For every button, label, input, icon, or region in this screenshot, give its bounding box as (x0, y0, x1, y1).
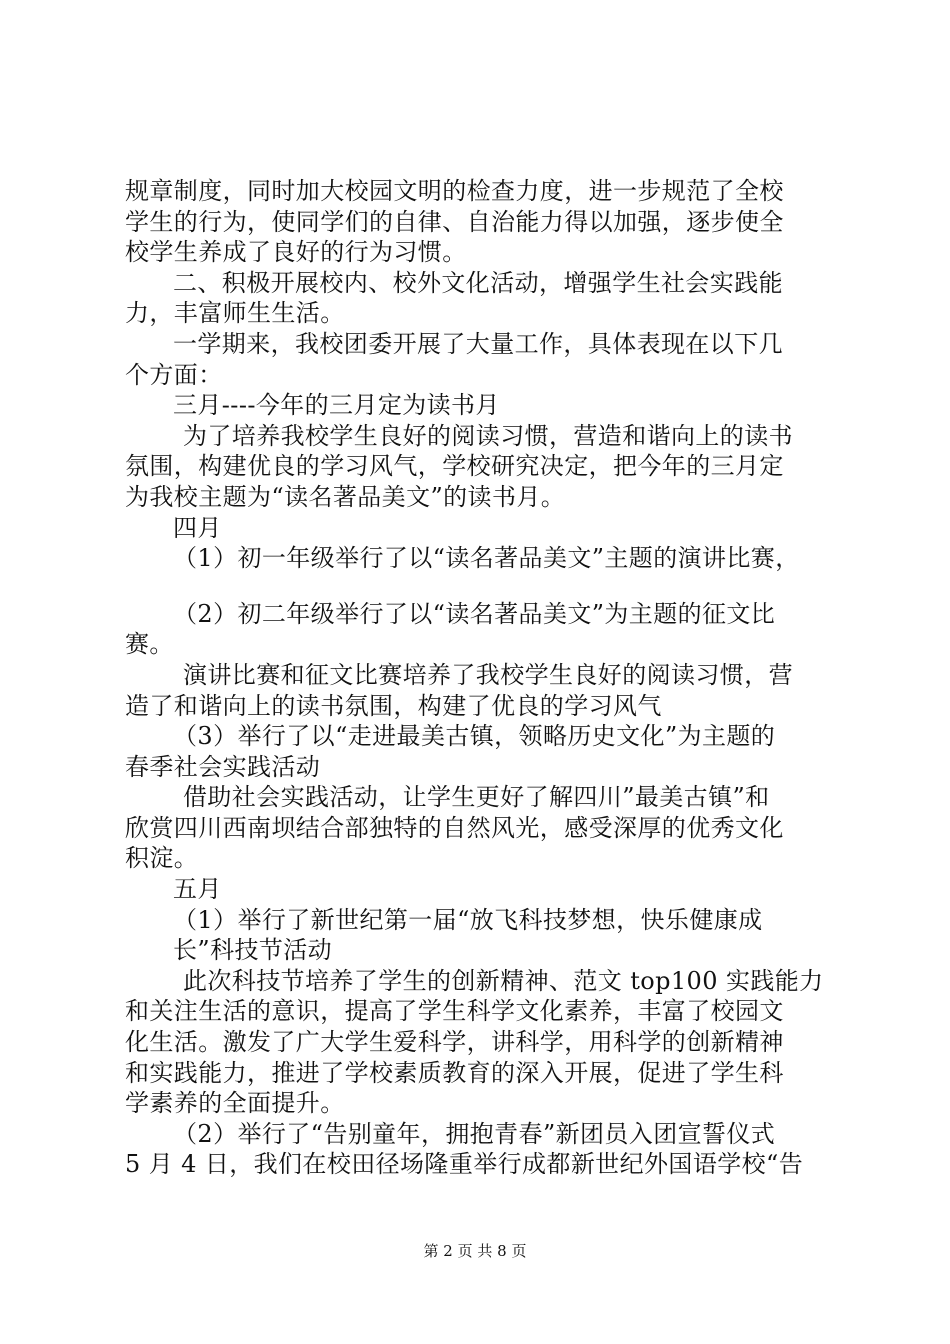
paragraph-line: 和实践能力，推进了学校素质教育的深入开展，促进了学生科 (125, 1058, 784, 1087)
list-item: （1）举行了新世纪第一届“放飞科技梦想，快乐健康成 (173, 905, 763, 934)
paragraph-line: 个方面： (125, 360, 223, 389)
section-heading: 二、积极开展校内、校外文化活动，增强学生社会实践能 (173, 268, 783, 297)
paragraph-line: 和关注生活的意识，提高了学生科学文化素养，丰富了校园文 (125, 997, 784, 1026)
paragraph-line: 造了和谐向上的读书氛围，构建了优良的学习风气 (125, 691, 662, 720)
paragraph-line: 此次科技节培养了学生的创新精神、范文 top100 实践能力 (183, 966, 824, 995)
paragraph-line: 为我校主题为“读名著品美文”的读书月。 (125, 482, 566, 511)
document-body (125, 176, 845, 1180)
blank-line (125, 574, 845, 599)
list-item-cont: 长”科技节活动 (173, 936, 333, 965)
paragraph-line: 学生的行为，使同学们的自律、自治能力得以加强，逐步使全 (125, 207, 784, 236)
paragraph-line: 一学期来，我校团委开展了大量工作，具体表现在以下几 (173, 329, 783, 358)
paragraph-line: 5 月 4 日，我们在校田径场隆重举行成都新世纪外国语学校“告 (125, 1150, 804, 1179)
paragraph-line: 规章制度，同时加大校园文明的检查力度，进一步规范了全校 (125, 177, 784, 205)
month-heading-april: 四月 (173, 513, 222, 542)
paragraph-line: 为了培养我校学生良好的阅读习惯，营造和谐向上的读书 (183, 421, 793, 450)
list-item: （2）举行了“告别童年，拥抱青春”新团员入团宣誓仪式 (173, 1119, 776, 1148)
section-heading-cont: 力，丰富师生生活。 (125, 299, 345, 328)
paragraph-line: 校学生养成了良好的行为习惯。 (125, 238, 467, 267)
page-footer: 第 2 页 共 8 页 (423, 1242, 527, 1260)
paragraph-line: 化生活。激发了广大学生爱科学，讲科学，用科学的创新精神 (125, 1028, 784, 1057)
paragraph-line: 欣赏四川西南坝结合部独特的自然风光，感受深厚的优秀文化 (125, 813, 784, 842)
list-item: （2）初二年级举行了以“读名著品美文”为主题的征文比 (173, 599, 776, 628)
paragraph-line: 学素养的全面提升。 (125, 1089, 345, 1118)
paragraph-line: 借助社会实践活动，让学生更好了解四川”最美古镇”和 (183, 783, 770, 812)
list-item-cont: 春季社会实践活动 (125, 752, 321, 781)
paragraph-line: 氛围，构建优良的学习风气，学校研究决定，把今年的三月定 (125, 452, 784, 481)
list-item-cont: 赛。 (125, 630, 174, 659)
month-heading-march: 三月----今年的三月定为读书月 (173, 391, 500, 420)
list-item: （3）举行了以“走进最美古镇，领略历史文化”为主题的 (173, 722, 776, 751)
paragraph-line: 积淀。 (125, 844, 199, 873)
paragraph-line: 演讲比赛和征文比赛培养了我校学生良好的阅读习惯，营 (183, 660, 793, 689)
list-item: （1）初一年级举行了以“读名著品美文”主题的演讲比赛， (173, 544, 800, 573)
month-heading-may: 五月 (173, 875, 222, 904)
